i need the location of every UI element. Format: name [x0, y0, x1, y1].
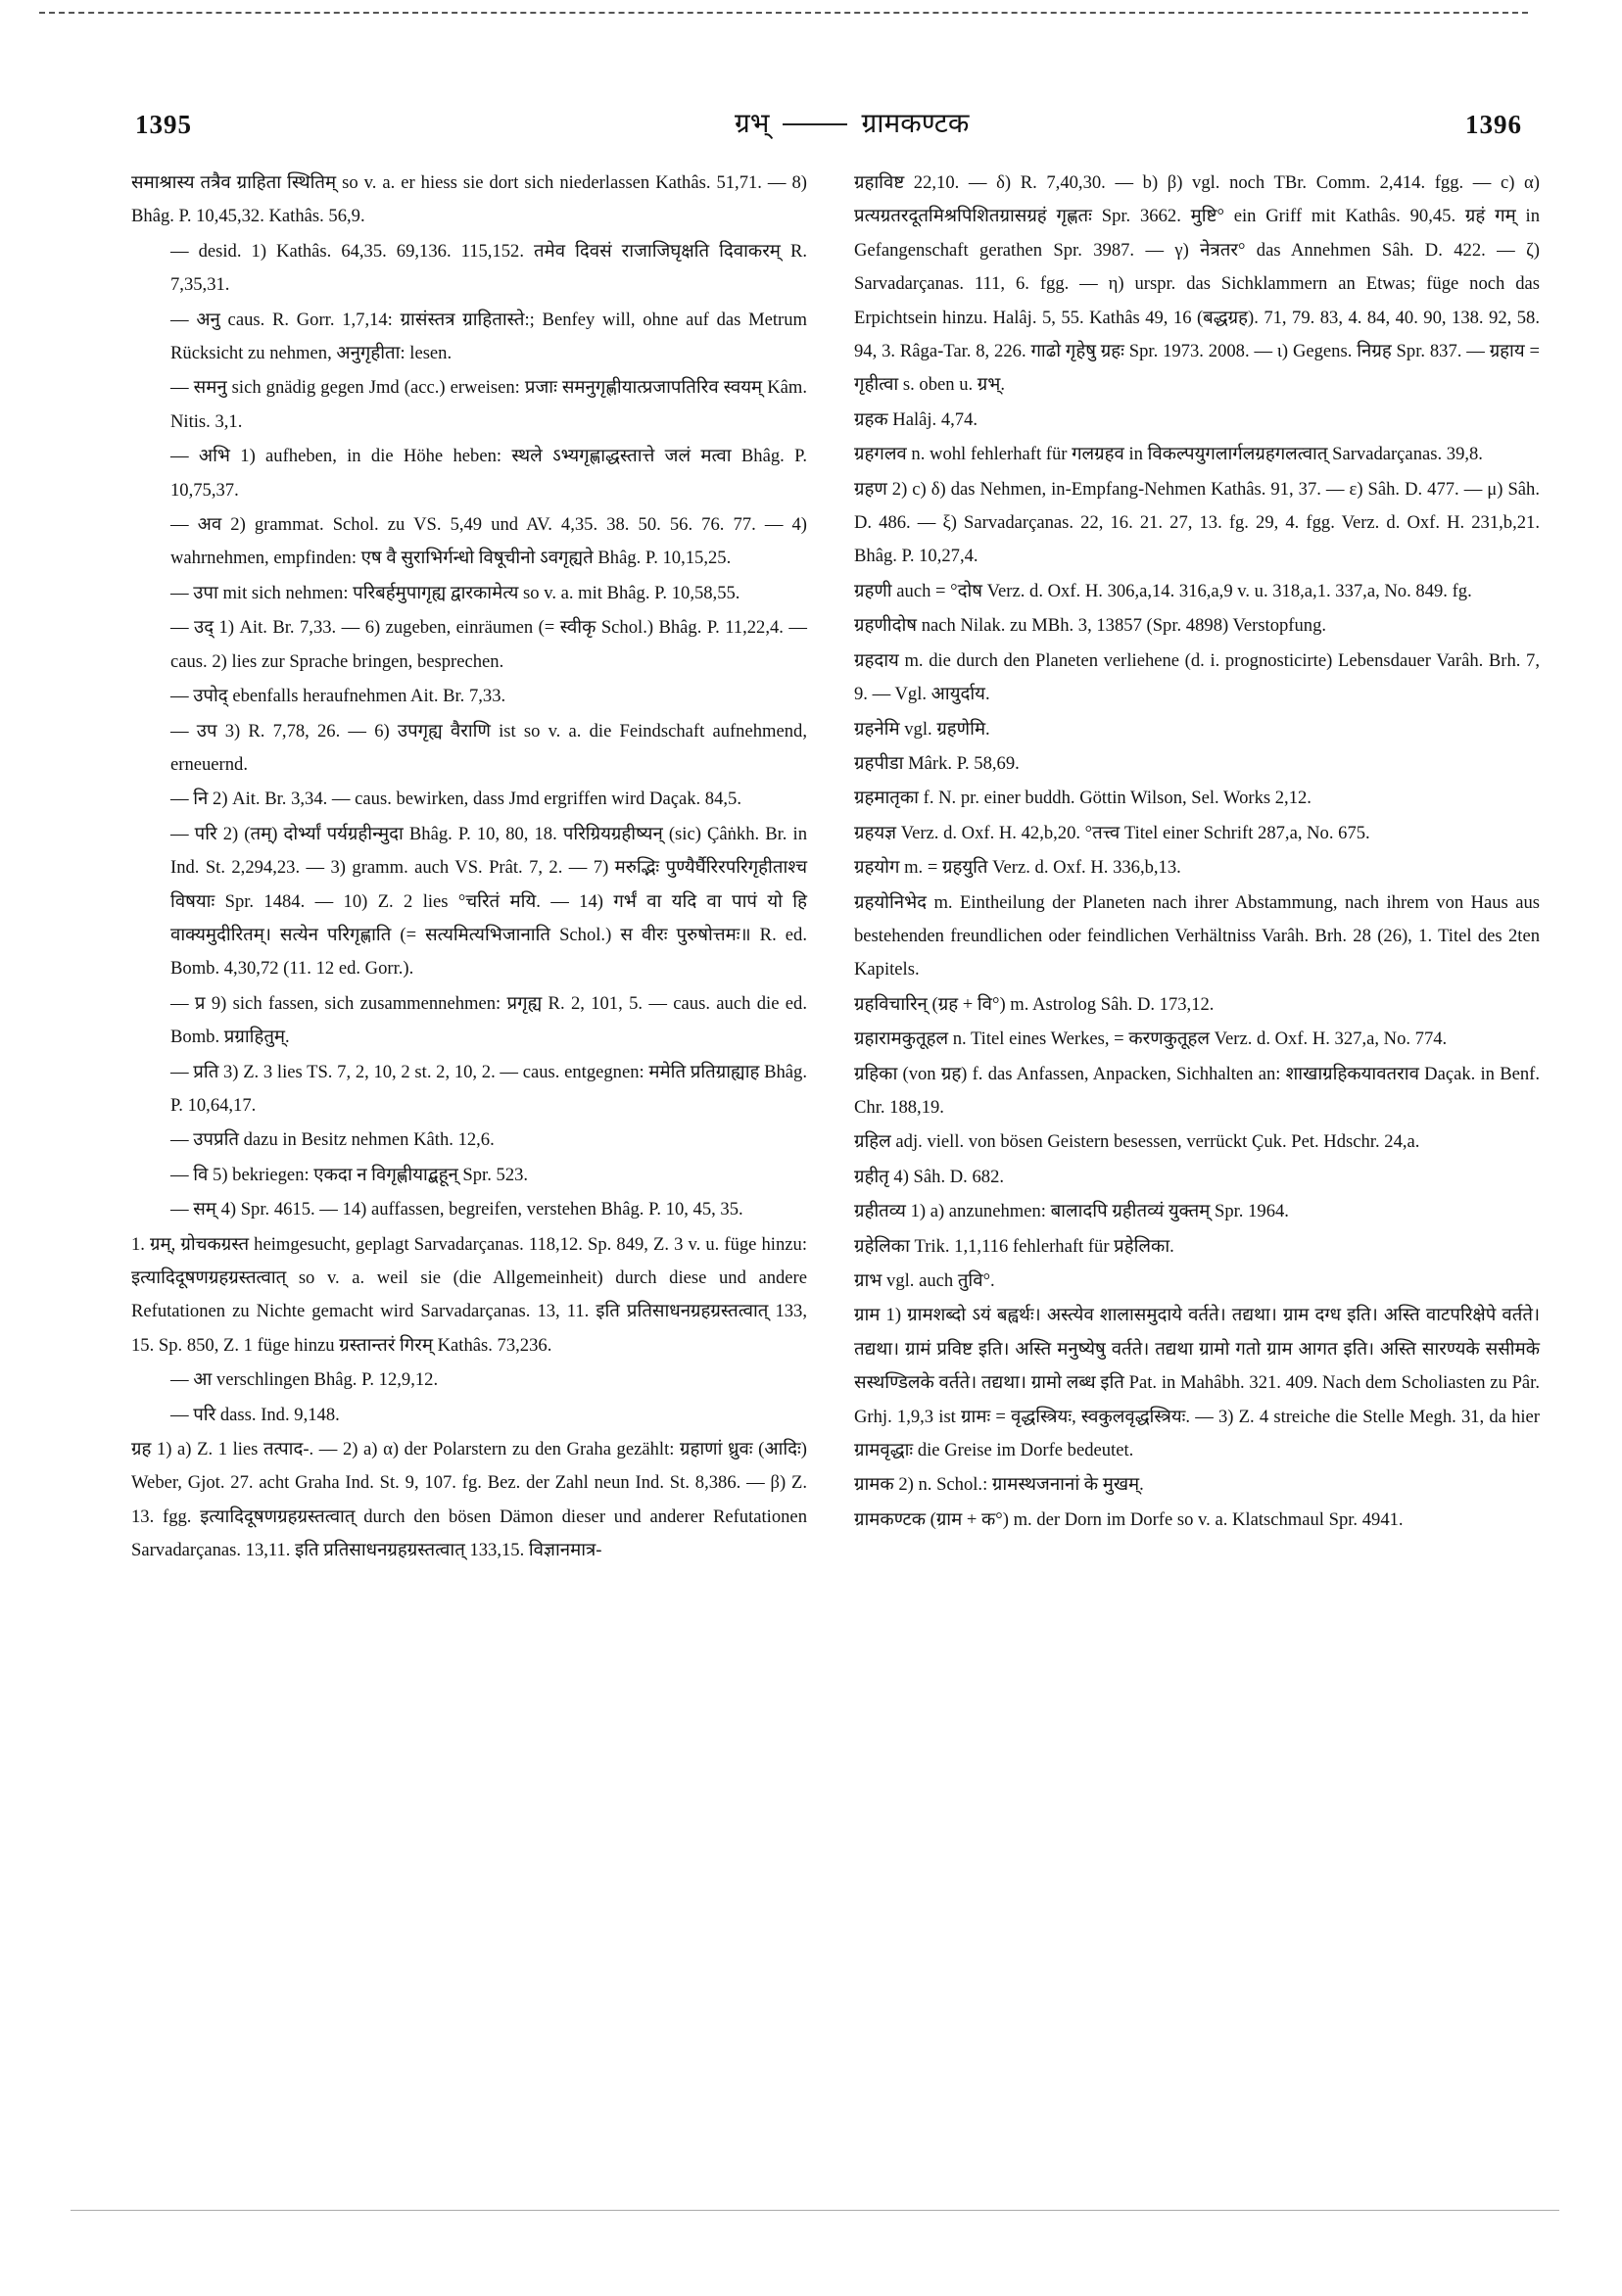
left-column — [131, 167, 807, 1569]
dictionary-entry: ग्रहारामकुतूहल n. Titel eines Werkes, = करणकुतूहल Verz. d. Oxf. H. 327,a, No. 774. — [854, 1028, 1448, 1050]
dictionary-entry: ग्रहणीदोष nach Nilak. zu MBh. 3, 13857 (Spr. 4898) Verstopfung. — [854, 615, 1327, 637]
dictionary-entry: ग्राम 1) ग्रामशब्दो ऽयं बह्वर्थः। अस्त्येव शालासमुदाये वर्तते। तद्यथा। ग्राम दग्ध इति। अस्ति वाटपरिक्षेपे वर्तते। तद्यथा। ग्रामं प्रविष्ट इति। अस्ति मनुष्येषु वर्तते। तद्यथा ग्रामो गतो ग्राम आगत इति। अस्ति सारण्यके ससीमके सस्थण्डिलके वर्तते। तद्यथा। ग्रामो लब्ध इति Pat. in Mahâbh. 321. 409. Nach dem Scholiasten zu Pâr. Grhj. 1,9,3 ist ग्रामः = वृद्धस्त्रियः, स्वकुलवृद्धस्त्रियः. — 3) Z. 4 streiche die Stelle Megh. 31, da hier ग्रामवृद्धाः die Greise im Dorfe bedeutet. — [854, 1305, 1540, 1461]
dictionary-entry: — उप 3) R. 7,78, 26. — 6) उपगृह्य वैराणि ist so v. a. die Feindschaft aufnehmend, erneuernd. — [170, 720, 807, 775]
dictionary-entry: समाश्रास्य तत्रैव ग्राहिता स्थितिम् so v. a. er hiess sie dort sich niederlassen Kathâs. 51,71. — 8) Bhâg. P. 10,45,32. Kathâs. 56,9. — [131, 172, 807, 227]
dictionary-entry: ग्रहगलव n. wohl fehlerhaft für गलग्रहव in विकल्पयुगलार्गलग्रहगलत्वात् Sarvadarçanas. 39,8. — [854, 444, 1483, 465]
dictionary-entry: ग्रहविचारिन् (ग्रह + वि°) m. Astrolog Sâh. D. 173,12. — [854, 993, 1215, 1015]
dictionary-entry: ग्रामकण्टक (ग्राम + क°) m. der Dorn im Dorfe so v. a. Klatschmaul Spr. 4941. — [854, 1508, 1404, 1530]
dictionary-entry: ग्रहीतृ 4) Sâh. D. 682. — [854, 1166, 1005, 1187]
dictionary-entry: — वि 5) bekriegen: एकदा न विगृह्णीयाद्बहून् Spr. 523. — [170, 1164, 529, 1185]
dictionary-entry: ग्रहिल adj. viell. von bösen Geistern besessen, verrückt Çuk. Pet. Hdschr. 24,a. — [854, 1131, 1420, 1153]
dictionary-entry: — प्र 9) sich fassen, sich zusammennehmen: प्रगृह्य R. 2, 101, 5. — caus. auch die ed. Bomb. प्रग्राहितुम्. — [170, 992, 807, 1048]
page-number-right: 1396 — [1465, 110, 1522, 139]
dictionary-entry: — उपप्रति dazu in Besitz nehmen Kâth. 12,6. — [170, 1129, 495, 1151]
running-head-right: ग्रामकण्टक — [861, 107, 970, 139]
dictionary-entry: ग्रहणी auch = °दोष Verz. d. Oxf. H. 306,a,14. 316,a,9 v. u. 318,a,1. 337,a, No. 849. fg. — [854, 580, 1472, 601]
dictionary-entry: — desid. 1) Kathâs. 64,35. 69,136. 115,152. तमेव दिवसं राजाजिघृक्षति दिवाकरम् R. 7,35,31. — [170, 240, 807, 296]
dictionary-entry: ग्रहदाय m. die durch den Planeten verliehene (d. i. prognosticirte) Lebensdauer Varâh. Brh. 7, 9. — Vgl. आयुर्दाय. — [854, 649, 1540, 705]
dictionary-entry: ग्रहण 2) c) δ) das Nehmen, in-Empfang-Nehmen Kathâs. 91, 37. — ε) Sâh. D. 477. — μ) Sâh. D. 486. — ξ) Sarvadarçanas. 22, 16. 21. 27, 13. fg. 29, 4. fgg. Verz. d. Oxf. H. 231,b,21. Bhâg. P. 10,27,4. — [854, 478, 1540, 567]
dictionary-entry: — आ verschlingen Bhâg. P. 12,9,12. — [170, 1369, 439, 1391]
dictionary-entry: — समनु sich gnädig gegen Jmd (acc.) erweisen: प्रजाः समनुगृह्णीयात्प्रजापतिरिव स्वयम् Kâm. Nitis. 3,1. — [170, 377, 807, 432]
dictionary-entry: ग्रहमातृका f. N. pr. einer buddh. Göttin Wilson, Sel. Works 2,12. — [854, 788, 1312, 809]
dictionary-entry: ग्रह 1) a) Z. 1 lies तत्पाद-. — 2) a) α) der Polarstern zu den Graha gezählt: ग्रहाणां ध्रुवः (आदिः) Weber, Gjot. 27. acht Graha Ind. St. 9, 107. fg. Bez. der Zahl neun Ind. St. 8,386. — β) Z. 13. fgg. इत्यादिदूषणग्रहग्रस्तत्वात् durch den bösen Dämon dieser und anderer Refutationen Sarvadarçanas. 13,11. इति प्रतिसाधनग्रहग्रस्तत्वात् 133,15. विज्ञानमात्र- — [131, 1439, 807, 1561]
dictionary-entry: ग्रहपीडा Mârk. P. 58,69. — [854, 752, 1020, 774]
page-header — [118, 100, 1548, 159]
dictionary-entry: — परि 2) (तम्) दोर्भ्यां पर्यग्रहीन्मुदा Bhâg. P. 10, 80, 18. परिग्रियग्रहीष्यन् (sic) Çâṅkh. Br. in Ind. St. 2,294,23. — 3) gramm. auch VS. Prât. 7, 2. — 7) मरुद्भिः पुण्यैर्घैरिरपरिगृहीताश्च विषयाः Spr. 1484. — 10) Z. 2 lies °चरितं मयि. — 14) गर्भं वा यदि वा पापं यो हि वाक्यमुदीरितम्। सत्येन परिगृह्णाति (= सत्यमित्यभिजानाति Schol.) स वीरः पुरुषोत्तमः॥ R. ed. Bomb. 4,30,72 (11. 12 ed. Gorr.). — [170, 823, 807, 980]
dictionary-entry: — उपोद् ebenfalls heraufnehmen Ait. Br. 7,33. — [170, 686, 506, 707]
dictionary-entry: — सम् 4) Spr. 4615. — 14) auffassen, begreifen, verstehen Bhâg. P. 10, 45, 35. — [170, 1199, 743, 1220]
dictionary-entry: — प्रति 3) Z. 3 lies TS. 7, 2, 10, 2 st. 2, 10, 2. — caus. entgegnen: ममेति प्रतिग्राह्याह Bhâg. P. 10,64,17. — [170, 1061, 807, 1116]
dictionary-entry: 1. ग्रम्, ग्रोचकग्रस्त heimgesucht, geplagt Sarvadarçanas. 118,12. Sp. 849, Z. 3 v. u. füge hinzu: इत्यादिदूषणग्रहग्रस्तत्वात् so v. a. weil sie (die Allgemeinheit) durch diese und andere Refutationen zu Nichte gemacht wird Sarvadarçanas. 13, 11. इति प्रतिसाधनग्रहग्रस्तत्वात् 133, 15. Sp. 850, Z. 1 füge hinzu ग्रस्तान्तरं गिरम् Kathâs. 73,236. — [131, 1233, 807, 1356]
dictionary-entry: — अभि 1) aufheben, in die Höhe heben: स्थले ऽभ्यगृह्णाद्धस्तात्ते जलं मत्वा Bhâg. P. 10,75,37. — [170, 446, 807, 501]
bottom-rule — [71, 2210, 1559, 2211]
dictionary-entry: ग्रहयज्ञ Verz. d. Oxf. H. 42,b,20. °तत्त्व Titel einer Schrift 287,a, No. 675. — [854, 822, 1370, 843]
dictionary-entry: — अनु caus. R. Gorr. 1,7,14: ग्रासंस्तत्र ग्राहितास्ते:; Benfey will, ohne auf das Metrum Rücksicht zu nehmen, अनुगृहीता: lesen. — [170, 309, 807, 364]
dictionary-entry: ग्रहेलिका Trik. 1,1,116 fehlerhaft für प्रहेलिका. — [854, 1235, 1174, 1257]
dictionary-entry: — अव 2) grammat. Schol. zu VS. 5,49 und AV. 4,35. 38. 50. 56. 76. 77. — 4) wahrnehmen, empfinden: एष वै सुराभिर्गन्धो विषूचीनो ऽवगृह्यते Bhâg. P. 10,15,25. — [170, 514, 807, 569]
top-rule — [39, 12, 1528, 14]
dictionary-entry: ग्रामक 2) n. Schol.: ग्रामस्थजनानां के मुखम्. — [854, 1474, 1144, 1496]
running-head-dash — [783, 123, 847, 125]
dictionary-entry: ग्रहीतव्य 1) a) anzunehmen: बालादपि ग्रहीतव्यं युक्तम् Spr. 1964. — [854, 1201, 1289, 1222]
dictionary-entry: ग्रहाविष्ट 22,10. — δ) R. 7,40,30. — b) β) vgl. noch TBr. Comm. 2,414. fgg. — c) α) प्रत्यग्रतरदूतमिश्रपिशितग्रासग्रहं गृह्णतः Spr. 3662. मुष्टि° ein Griff mit Kathâs. 90,45. ग्रहं गम् in Gefangenschaft gerathen Spr. 3987. — γ) नेत्रतर° das Annehmen Sâh. D. 422. — ζ) Sarvadarçanas. 111, 6. fgg. — η) urspr. das Sichklammern an Etwas; füge noch das Erpichtsein hinzu. Halâj. 5, 55. Kathâs 49, 16 (बद्धग्रह). 71, 79. 83, 4. 84, 40. 90, 138. 92, 58. 94, 3. Râga-Tar. 8, 226. गाढो गृहेषु ग्रहः Spr. 1973. 2008. — ι) Gegens. निग्रह Spr. 837. — ग्रहाय = गृहीत्वा s. oben u. ग्रभ्. — [854, 172, 1540, 396]
dictionary-entry: — परि dass. Ind. 9,148. — [170, 1404, 340, 1425]
dictionary-entry: ग्रहयोनिभेद m. Eintheilung der Planeten nach ihrer Abstammung, nach ihrem von Haus aus bestehenden freundlichen oder feindlichen Verhältniss Varâh. Brh. 28 (26), 1. Titel des 2ten Kapitels. — [854, 891, 1540, 981]
dictionary-entry: ग्रहक Halâj. 4,74. — [854, 408, 978, 430]
dictionary-entry: ग्राभ vgl. auch तुवि°. — [854, 1270, 995, 1291]
page-number-left: 1395 — [135, 110, 192, 139]
dictionary-entry: — नि 2) Ait. Br. 3,34. — caus. bewirken, dass Jmd ergriffen wird Daçak. 84,5. — [170, 789, 741, 810]
dictionary-entry: — उपा mit sich nehmen: परिबर्हमुपागृह्य द्वारकामेत्य so v. a. mit Bhâg. P. 10,58,55. — [170, 582, 740, 603]
dictionary-entry: — उद् 1) Ait. Br. 7,33. — 6) zugeben, einräumen (= स्वीकृ Schol.) Bhâg. P. 11,22,4. — caus. 2) lies zur Sprache bringen, besprechen. — [170, 617, 807, 672]
dictionary-entry: ग्रहिका (von ग्रह) f. das Anfassen, Anpacken, Sichhalten an: शाखाग्रहिकयावतराव Daçak. in Benf. Chr. 188,19. — [854, 1063, 1540, 1118]
running-head-left: ग्रभ् — [735, 107, 770, 139]
right-column — [854, 167, 1540, 1538]
dictionary-entry: ग्रहयोग m. = ग्रहयुति Verz. d. Oxf. H. 336,b,13. — [854, 857, 1181, 879]
running-head — [735, 104, 969, 141]
dictionary-entry: ग्रहनेमि vgl. ग्रहणेमि. — [854, 718, 990, 740]
